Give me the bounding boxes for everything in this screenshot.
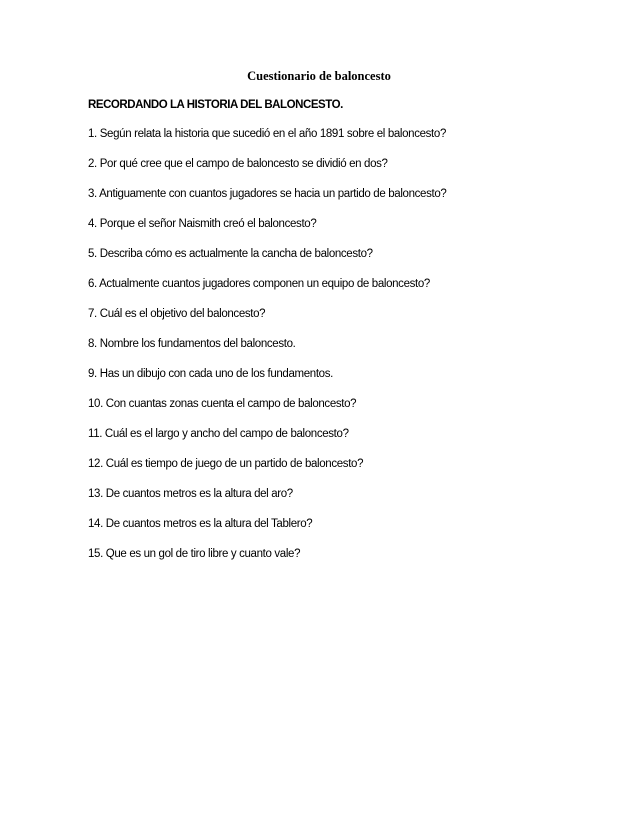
question-11: 11. Cuál es el largo y ancho del campo de baloncesto?	[88, 428, 349, 440]
question-5: 5. Describa cómo es actualmente la cancha de baloncesto?	[88, 248, 373, 260]
question-1: 1. Según relata la historia que sucedió en el año 1891 sobre el baloncesto?	[88, 128, 446, 140]
question-list	[88, 127, 446, 577]
question-15: 15. Que es un gol de tiro libre y cuanto vale?	[88, 548, 301, 560]
question-9: 9. Has un dibujo con cada uno de los fundamentos.	[88, 368, 333, 380]
question-2: 2. Por qué cree que el campo de baloncesto se dividió en dos?	[88, 158, 388, 170]
question-10: 10. Con cuantas zonas cuenta el campo de baloncesto?	[88, 398, 357, 410]
question-6: 6. Actualmente cuantos jugadores componen un equipo de baloncesto?	[88, 278, 430, 290]
question-7: 7. Cuál es el objetivo del baloncesto?	[88, 308, 266, 320]
question-14: 14. De cuantos metros es la altura del Tablero?	[88, 518, 313, 530]
question-3: 3. Antiguamente con cuantos jugadores se hacia un partido de baloncesto?	[88, 188, 447, 200]
section-heading: RECORDANDO LA HISTORIA DEL BALONCESTO.	[88, 99, 343, 111]
question-8: 8. Nombre los fundamentos del baloncesto.	[88, 338, 296, 350]
question-12: 12. Cuál es tiempo de juego de un partido de baloncesto?	[88, 458, 364, 470]
question-4: 4. Porque el señor Naismith creó el baloncesto?	[88, 218, 317, 230]
question-13: 13. De cuantos metros es la altura del aro?	[88, 488, 293, 500]
document-title: Cuestionario de baloncesto	[247, 69, 391, 83]
